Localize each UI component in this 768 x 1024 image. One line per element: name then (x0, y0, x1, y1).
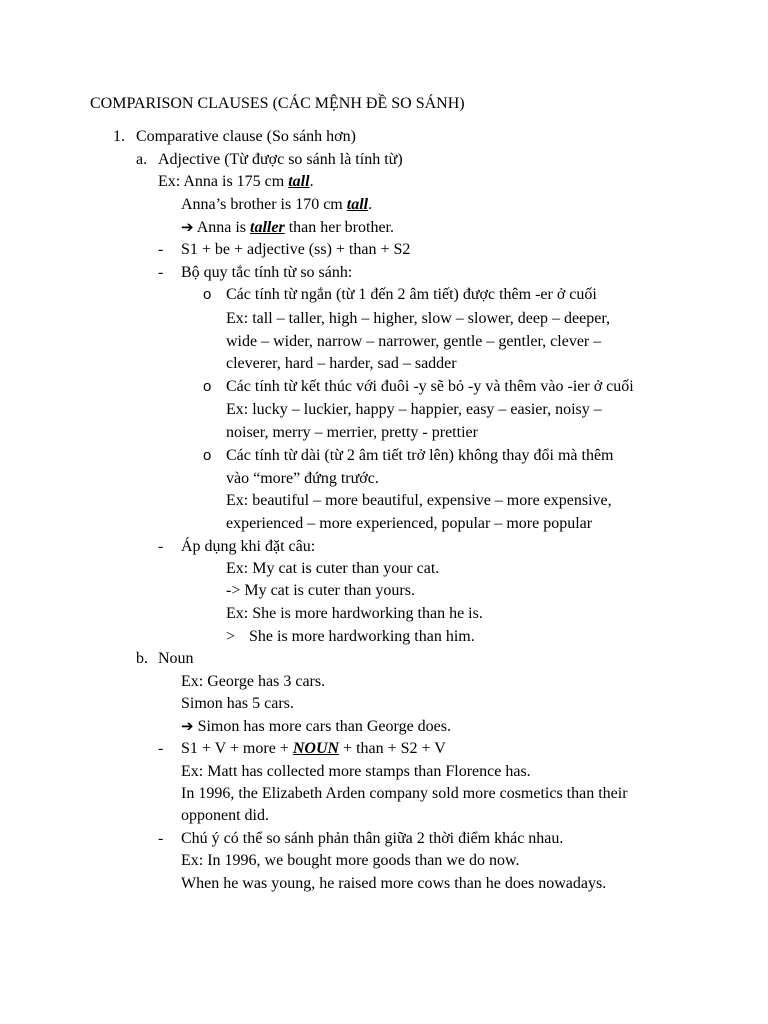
apply-example: Ex: She is more hardworking than he is. (226, 605, 483, 622)
example-line: Ex: Matt has collected more stamps than Florence has. (181, 763, 531, 780)
example-line: When he was young, he raised more cows than he does nowadays. (181, 875, 607, 892)
section-heading: Comparative clause (So sánh hơn) (136, 128, 356, 145)
text: Anna’s brother is 170 cm (181, 196, 347, 213)
formula (181, 739, 446, 759)
rule-example: Ex: tall – taller, high – higher, slow – slower, deep – deeper, (226, 310, 610, 327)
text: Ex: Anna is 175 cm (158, 173, 289, 190)
example-line (158, 172, 314, 192)
text: + than + S2 + V (339, 740, 446, 757)
dash-bullet: - (158, 830, 164, 847)
apply-marker: > (226, 628, 236, 645)
subsection-heading: Adjective (Từ được so sánh là tính từ) (158, 151, 403, 168)
circle-bullet: o (203, 286, 212, 303)
document-title: COMPARISON CLAUSES (CÁC MỆNH ĐỀ SO SÁNH) (90, 95, 465, 112)
example-line: opponent did. (181, 807, 269, 824)
subsection-marker: b. (136, 650, 148, 667)
formula: S1 + be + adjective (ss) + than + S2 (181, 241, 411, 258)
text: than her brother. (284, 219, 394, 236)
text: S1 + V + more + (181, 740, 293, 757)
apply-example: Ex: My cat is cuter than your cat. (226, 560, 440, 577)
example-line: Ex: In 1996, we bought more goods than we do now. (181, 852, 520, 869)
emphasis: NOUN (292, 740, 340, 757)
example-line (181, 716, 451, 737)
example-line: In 1996, the Elizabeth Arden company sold more cosmetics than their (181, 785, 628, 802)
dash-bullet: - (158, 264, 164, 281)
emphasis: tall (288, 173, 310, 190)
rule-item-continued: vào “more” đứng trước. (226, 470, 379, 487)
note: Chú ý có thể so sánh phản thân giữa 2 thời điểm khác nhau. (181, 830, 564, 847)
apply-example: -> My cat is cuter than yours. (226, 582, 415, 599)
example-line (181, 217, 394, 238)
rule-example: Ex: beautiful – more beautiful, expensive – more expensive, (226, 492, 612, 509)
text: Simon has more cars than George does. (193, 718, 451, 735)
example-line: Simon has 5 cars. (181, 695, 294, 712)
rules-heading: Bộ quy tắc tính từ so sánh: (181, 264, 353, 281)
apply-heading: Áp dụng khi đặt câu: (181, 538, 316, 555)
rule-item: Các tính từ kết thúc với đuôi -y sẽ bỏ -y và thêm vào -ier ở cuối (226, 378, 634, 395)
circle-bullet: o (203, 378, 212, 395)
apply-example: She is more hardworking than him. (249, 628, 475, 645)
rule-example: experienced – more experienced, popular – more popular (226, 515, 593, 532)
rule-example: cleverer, hard – harder, sad – sadder (226, 355, 457, 372)
subsection-marker: a. (136, 151, 148, 168)
circle-bullet: o (203, 447, 212, 464)
arrow-icon: ➔ (181, 717, 194, 735)
dash-bullet: - (158, 538, 164, 555)
emphasis: tall (346, 196, 369, 213)
dash-bullet: - (158, 241, 164, 258)
example-line: Ex: George has 3 cars. (181, 673, 326, 690)
dash-bullet: - (158, 740, 164, 757)
text: . (309, 173, 314, 190)
rule-example: Ex: lucky – luckier, happy – happier, easy – easier, noisy – (226, 401, 602, 418)
rule-example: wide – wider, narrow – narrower, gentle – gentler, clever – (226, 333, 602, 350)
text: Anna is (193, 219, 251, 236)
rule-example: noiser, merry – merrier, pretty - prettier (226, 424, 478, 441)
arrow-icon: ➔ (181, 218, 194, 236)
emphasis: taller (250, 219, 285, 236)
example-line (181, 195, 372, 215)
subsection-heading: Noun (158, 650, 194, 667)
text: . (368, 196, 373, 213)
rule-item: Các tính từ dài (từ 2 âm tiết trở lên) không thay đổi mà thêm (226, 447, 614, 464)
rule-item: Các tính từ ngắn (từ 1 đến 2 âm tiết) được thêm -er ở cuối (226, 286, 597, 303)
section-number: 1. (113, 128, 125, 145)
